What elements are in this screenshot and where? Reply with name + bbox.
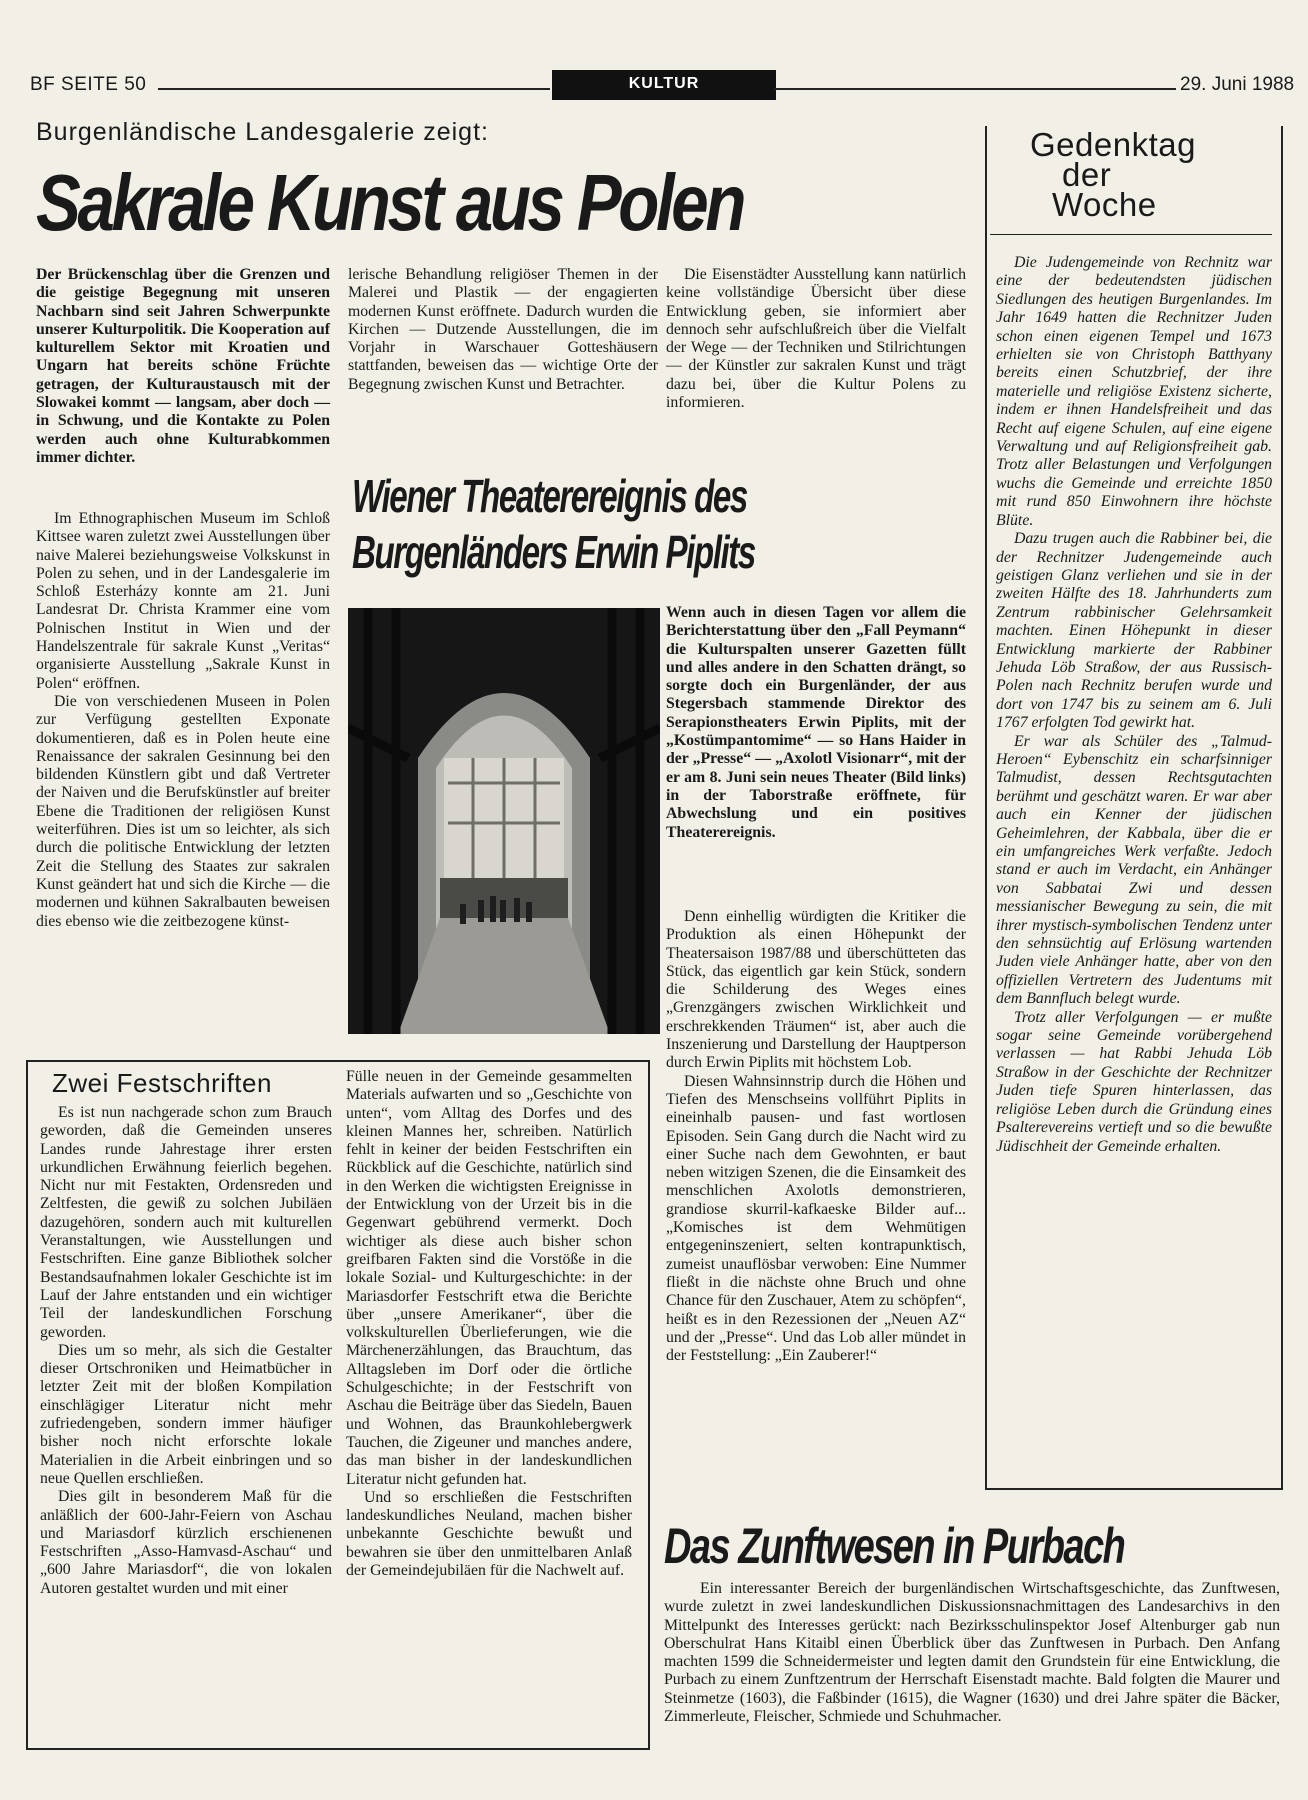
- zunft-paragraph: Ein interessanter Bereich der burgenländischen Wirtschaftsgeschichte, das Zunftwesen, wurde zuletzt in zwei landeskundlichen Diskussionsnachmittagen des Landesarchivs in den Mittelpunkt des Interesses gerückt: nach Bezirksschulinspektor Josef Altenburger gab nun Oberschulrat Hans Kitaibl einen Überblick über das Zunftwesen in Purbach. Den Anfang machten 1599 die Schneidermeister und legten damit den Grundstein für eine Entwicklung, die Purbach zu einem Zunftzentrum der Herrschaft Eisenstadt machte. Bald folgten die Maurer und Steinmetze (1603), die Faßbinder (1615), die Wagner (1630) und drei Jahre später die Bäcker, Zimmerleute, Fleischer, Schmiede und Schuhmacher.: [664, 1580, 1280, 1726]
- zunft-text: [664, 1580, 1280, 1726]
- header-rule-left: [158, 88, 550, 90]
- page-number: BF SEITE 50: [30, 74, 147, 95]
- theater-photo: [348, 608, 660, 1034]
- theater-lead-col: [666, 604, 966, 842]
- theater-body-col: [666, 908, 966, 1365]
- gedenktag-title-line3: Woche: [1052, 186, 1157, 223]
- festschriften-paragraph: Dies gilt in besonderem Maß für die anläßlich der 600-Jahr-Feiern von Aschau und Mariasdorf kürzlich erschienenen Festschriften „Asso-Hamvasd-Aschau“ und „600 Jahre Mariasdorf“, die von lokalen Autoren gestaltet wurden und mit einer: [40, 1488, 332, 1597]
- theater-headline: [352, 468, 755, 580]
- gedenktag-text: [996, 254, 1272, 1156]
- section-label: KULTUR: [552, 70, 776, 100]
- festschriften-paragraph: Dies um so mehr, als sich die Gestalter dieser Ortschroniken und Heimatbücher in letzter Zeit mit der bloßen Kompilation einschlägiger Literatur nicht mehr zufriedengeben, sondern immer häufiger bisher noch nicht erforschte lokale Materialien in die Arbeit einbringen und so neue Quellen erschließen.: [40, 1341, 332, 1487]
- article1-lead: Der Brückenschlag über die Grenzen und die geistige Begegnung mit unseren Nachbarn sind seit Jahren Schwerpunkte unserer Kulturpolitik. Die Kooperation auf kulturellem Sektor mit Kroatien und Ungarn hat bereits schöne Früchte getragen, der Kulturaustausch mit der Slowakei kommt — langsam, aber doch — in Schwung, und die Kontakte zu Polen werden auch ohne Kulturabkommen immer dichter.: [36, 266, 330, 466]
- article1-col1-body: [36, 510, 330, 931]
- article1-col2: [348, 266, 658, 394]
- gedenktag-title: [1030, 126, 1196, 223]
- header-rule-right: [774, 88, 1176, 90]
- zunft-headline: Das Zunftwesen in Purbach: [664, 1518, 1125, 1574]
- gedenktag-title-line2: der: [1062, 156, 1112, 193]
- festschriften-paragraph: Es ist nun nachgerade schon zum Brauch geworden, daß die Gemeinden unseres Landes runde Jahrestage ihrer ersten urkundlichen Erwähnung feierlich begehen. Nicht nur mit Festakten, Ordensreden und Zeltfesten, die gewiß zu solchen Jubiläen dazugehören, sondern auch mit kulturellen Veranstaltungen, wie Ausstellungen und Festschriften. Eine ganze Bibliothek solcher Bestandsaufnahmen lokaler Geschichte ist im Lauf der Jahre entstanden und ein wichtiger Teil der landeskundlichen Forschung geworden.: [40, 1104, 332, 1341]
- theater-paragraph: Denn einhellig würdigten die Kritiker die Produktion als einen Höhepunkt der Theatersaison 1987/88 und überschütteten das Stück, das eigentlich gar kein Stück, sondern die Schilderung des Weges eines „Grenzgängers zwischen Wirklichkeit und erschrekkenden Träumen“ ist, aber auch die Inszenierung und Darstellung der Hauptperson durch Erwin Piplits mit höchstem Lob.: [666, 908, 966, 1072]
- article1-paragraph: Die von verschiedenen Museen in Polen zur Verfügung gestellten Exponate dokumentieren, daß es in Polen heute eine Renaissance der sakralen Gesinnung bei den bildenden Künstlern gibt und daß Vertreter der Naiven und die Berufskünstler auf breiter Ebene die Traditionen der religiösen Kunst weiterführen. Dies ist um so leichter, als sich durch die politische Entwicklung der letzten Zeit die Stellung des Staates zur sakralen Kunst geändert hat und sich die Kirche — die modernen und kühnen Sakralbauten beweisen dies ebenso wie die zeitbezogene künst-: [36, 692, 330, 930]
- festschriften-headline: Zwei Festschriften: [52, 1068, 272, 1098]
- article1-paragraph: Die Eisenstädter Ausstellung kann natürlich keine vollständige Übersicht über diese Entwicklung geben, sie informiert aber dennoch sehr aufschlußreich über die Vielfalt der Wege — der Techniken und Stilrichtungen — der Künstler zur sakralen Kunst und trägt dazu bei, über die Kultur Polens zu informieren.: [666, 266, 966, 412]
- gedenktag-paragraph: Die Judengemeinde von Rechnitz war eine der bedeutendsten jüdischen Siedlungen des heutigen Burgenlandes. Im Jahr 1649 hatten die Rechnitzer Juden schon einen eigenen Tempel und 1673 erhielten sie von Christoph Batthyany bereits einen Schutzbrief, der ihre materielle und religiöse Existenz sicherte, indem er ihnen Handelsfreiheit und das Recht auf eigene Schulen, auf eine eigene Verwaltung und auf Religionsfreiheit gab. Trotz aller Belastungen und Verfolgungen wuchs die Gemeinde und erreichte 1850 mit rund 850 Einwohnern ihre höchste Blüte.: [996, 254, 1272, 529]
- issue-date: 29. Juni 1988: [1180, 74, 1295, 95]
- gedenktag-paragraph: Er war als Schüler des „Talmud-Heroen“ Eybenschitz ein scharfsinniger Talmudist, dessen Rechtsgutachten berühmt und geschätzt waren. Er war aber auch ein Kenner der jüdischen Geheimlehren, der Kabbala, über die er ein umfangreiches Werk verfaßte. Jedoch stand er auch im Verdacht, ein Anhänger von Sabbatai Zwi und dessen messianischer Bewegung zu sein, die mit ihrer mystisch-symbolischen Tendenz unter den sehnsüchtig auf Erlösung wartenden Juden viele Anhänger hatte, aber von den offiziellen Vertretern des Judentums mit dem Bannfluch belegt wurde.: [996, 732, 1272, 1008]
- gedenktag-paragraph: Dazu trugen auch die Rabbiner bei, die der Rechnitzer Judengemeinde auch geistigen Glanz verliehen und sie in der zweiten Hälfte des 18. Jahrhunderts zum Zentrum rabbinischer Gelehrsamkeit machten. Einen Höhepunkt in dieser Entwicklung markierte der Rabbiner Jehuda Löb Straßow, der aus Russisch-Polen nach Rechnitz berufen wurde und dort von 1747 bis zu seinem am 6. Juli 1767 erfolgten Tod gewirkt hat.: [996, 530, 1272, 732]
- theater-headline-line2: Burgenländers Erwin Piplits: [352, 526, 755, 578]
- theater-lead: Wenn auch in diesen Tagen vor allem die Berichterstattung über den „Fall Peymann“ die Kulturspalten unserer Gazetten füllt und alles andere in den Schatten drängt, so sorgte doch ein Burgenländer, der aus Stegersbach stammende Direktor des Serapionstheaters Erwin Piplits, mit der „Kostümpantomime“ — so Hans Haider in der „Presse“ — „Axolotl Visionarr“, mit der er am 8. Juni sein neues Theater (Bild links) in der Taborstraße eröffnete, für Abwechslung und ein positives Theaterereignis.: [666, 604, 966, 841]
- theater-photo-image: [348, 608, 660, 1034]
- theater-headline-line1: Wiener Theaterereignis des: [352, 470, 747, 522]
- main-headline: Sakrale Kunst aus Polen: [36, 158, 744, 247]
- gedenktag-paragraph: Trotz aller Verfolgungen — er mußte sogar seine Gemeinde vorübergehend verlassen — hat Rabbi Jehuda Löb Straßow in der Geschichte der Rechnitzer Juden tiefe Spuren hinterlassen, das religiöse Leben durch die Gründung eines Psalterevereins vertieft und so die bewußte Jüdischheit der Gemeinde erhalten.: [996, 1008, 1272, 1155]
- gedenktag-title-line1: Gedenktag: [1030, 126, 1196, 163]
- festschriften-col1: [40, 1104, 332, 1598]
- theater-paragraph: Diesen Wahnsinnstrip durch die Höhen und Tiefen des Menschseins vollführt Piplits in eineinhalb pausen- und fast wortlosen Episoden. Sein Gang durch die Nacht wird zu einer Suche nach dem Gewohnten, er baut neben witzigen Szenen, die die Einsamkeit des menschlichen Axolotls demonstrieren, grandiose skurril-kafkaeske Bilder auf... „Komisches ist dem Wehmütigen entgegeninszeniert, selten kontrapunktisch, zumeist unauflösbar verwoben: Eine Nummer fließt in die nächste ohne Bruch und ohne Chance für den Zuschauer, Atem zu schöpfen“, heißt es in den Rezessionen der „Neuen AZ“ und der „Presse“. Und das Lob aller mündet in der Feststellung: „Ein Zauberer!“: [666, 1072, 966, 1365]
- article1-paragraph: Im Ethnographischen Museum im Schloß Kittsee waren zuletzt zwei Ausstellungen über naive Malerei beziehungsweise Volkskunst in Polen zu sehen, und in der Landesgalerie im Schloß Esterházy konnte am 21. Juni Landesrat Dr. Christa Krammer eine vom Polnischen Institut in Wien und der Handelszentrale für sakrale Kunst „Veritas“ organisierte Ausstellung „Sakrale Kunst in Polen“ eröffnen.: [36, 510, 330, 692]
- article1-paragraph: lerische Behandlung religiöser Themen in der Malerei und Plastik — der engagierten modernen Kunst eröffnete. Dadurch wurden die Kirchen — Dutzende Ausstellungen, die im Vorjahr in Warschauer Gotteshäusern stattfanden, beweisen das — wichtige Orte der Begegnung zwischen Kunst und Betrachter.: [348, 266, 658, 393]
- gedenktag-title-rule: [990, 234, 1272, 235]
- kicker: Burgenländische Landesgalerie zeigt:: [36, 118, 489, 146]
- festschriften-paragraph: Und so erschließen die Festschriften landeskundliches Neuland, machen bisher unbekannte Geschichte bewußt und bewahren sie über den unmittelbaren Anlaß der Gemeindejubiläen für die Nachwelt auf.: [346, 1488, 632, 1580]
- festschriften-col2: [346, 1068, 632, 1580]
- article1-col1: [36, 266, 330, 467]
- festschriften-paragraph: Fülle neuen in der Gemeinde gesammelten Materials aufwarten und so „Geschichte von unten“, vom Alltag des Dorfes und des kleinen Mannes her, schreiben. Natürlich fehlt in keiner der beiden Festschriften ein Rückblick auf die Geschichte, natürlich sind in den Werken die wichtigsten Ereignisse in der Entwicklung von der Urzeit bis in die Gegenwart gebührend vermerkt. Doch wichtiger als diese auch bisher schon greifbaren Fakten sind die Vorstöße in die lokale Sozial- und Kulturgeschichte: in der Mariasdorfer Festschrift etwa die Berichte über „unsere Amerikaner“, über die volkskulturellen Überlieferungen, wie die Märchenerzählungen, das Brauchtum, das Alltagsleben im Dorf oder die örtliche Schulgeschichte; in der Festschrift von Aschau die Beiträge über das Siedeln, Bauen und Wohnen, das Braunkohlebergwerk Tauchen, die Zigeuner und manches andere, das man bisher in der landeskundlichen Literatur nicht gefunden hat.: [346, 1068, 632, 1488]
- article1-col3: [666, 266, 966, 412]
